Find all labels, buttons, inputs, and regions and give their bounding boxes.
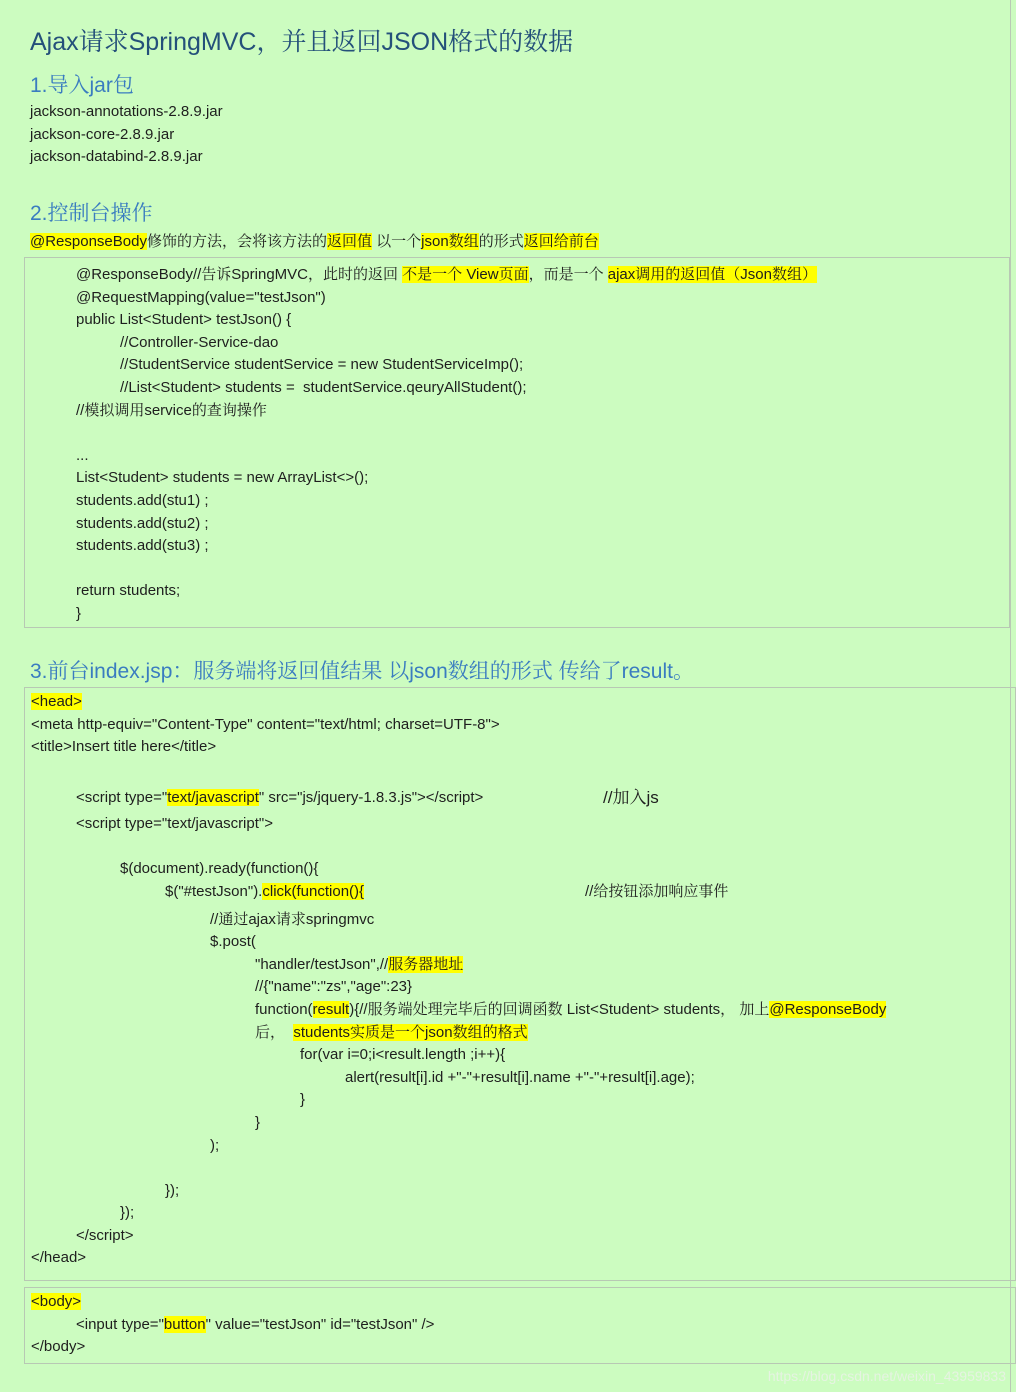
text-segment: 修饰的方法，会将该方法的 (146, 233, 327, 250)
code-line (25, 1225, 1015, 1248)
code-text: </body> (31, 1338, 86, 1356)
code-text: </head> (31, 1249, 87, 1267)
code-text: //通过ajax请求springmvc (210, 910, 375, 928)
jar-item: jackson-core-2.8.9.jar (30, 125, 175, 143)
code-text: " value="testJson" id="testJson" /> (205, 1315, 435, 1333)
code-line (25, 513, 1009, 536)
code-line (25, 714, 1015, 737)
code-text: } (255, 1113, 261, 1131)
jar-list (30, 101, 223, 169)
code-text: }); (165, 1181, 180, 1199)
code-text: 后， (255, 1023, 294, 1041)
text-segment: 以一个 (372, 233, 422, 250)
code-text: students.add(stu1) ; (76, 491, 209, 509)
jsp-body-code-block (24, 1287, 1016, 1364)
highlighted-code: result (312, 1000, 350, 1018)
code-line (25, 377, 1009, 400)
code-text: <title>Insert title here</title> (31, 738, 217, 756)
code-line (25, 1336, 1015, 1359)
code-line (25, 354, 1009, 377)
code-line (25, 1044, 1015, 1067)
code-line (25, 881, 1015, 909)
code-text: <meta http-equiv="Content-Type" content="text/html; charset=UTF-8"> (31, 715, 500, 733)
code-line (25, 1135, 1015, 1158)
jar-item: jackson-annotations-2.8.9.jar (30, 103, 223, 120)
highlighted-text: @ResponseBody (30, 233, 147, 250)
code-line (25, 445, 1009, 468)
code-text: </script> (76, 1226, 134, 1244)
page-title: Ajax请求SpringMVC，并且返回JSON格式的数据 (30, 28, 574, 56)
code-line (25, 858, 1015, 881)
code-text: //模拟调用service的查询操作 (76, 401, 267, 419)
code-text: ，而是一个 (528, 266, 608, 283)
code-text: students.add(stu2) ; (76, 514, 209, 532)
code-line (25, 1180, 1015, 1203)
code-line (25, 400, 1009, 423)
blank-line (25, 835, 1015, 858)
highlighted-text: 返回值 (326, 233, 372, 250)
code-text: <script type=" (76, 788, 168, 806)
code-line (25, 1022, 1015, 1045)
code-line (25, 1089, 1015, 1112)
watermark: https://blog.csdn.net/weixin_43959833 (767, 1368, 1006, 1384)
code-text: <input type=" (76, 1315, 164, 1333)
code-text: " src="js/jquery-1.8.3.js"></script> (258, 788, 484, 806)
code-line (25, 787, 1015, 813)
blank-line (25, 422, 1009, 445)
jsp-head-code-block (24, 687, 1016, 1281)
highlighted-code: <head> (31, 693, 82, 710)
code-line (25, 603, 1009, 626)
code-text: function( (255, 1000, 313, 1018)
code-comment: //给按钮添加响应事件 (585, 882, 729, 900)
code-text: public List<Student> testJson() { (76, 311, 292, 329)
code-text: return students; (76, 582, 181, 600)
code-line (25, 1112, 1015, 1135)
highlighted-code: 不是一个 View页面 (402, 266, 529, 283)
code-line (25, 1247, 1015, 1270)
code-line (25, 264, 1009, 287)
blank-line (25, 759, 1015, 787)
code-line (25, 1202, 1015, 1225)
code-text: //StudentService studentService = new StudentServiceImp(); (120, 356, 524, 374)
section-2-intro (30, 231, 599, 254)
code-text: $(document).ready(function(){ (120, 859, 319, 877)
code-line (25, 332, 1009, 355)
highlighted-text: json数组 (421, 233, 479, 250)
code-text: @RequestMapping(value="testJson") (76, 288, 326, 306)
code-text: } (300, 1091, 306, 1109)
highlighted-code: click(function(){ (262, 882, 365, 900)
code-text: <script type="text/javascript"> (76, 814, 273, 832)
code-text: List<Student> students = new ArrayList<>(); (76, 469, 369, 487)
code-text: for(var i=0;i<result.length ;i++){ (300, 1046, 506, 1064)
code-text: ); (210, 1136, 220, 1154)
section-3-heading: 3.前台index.jsp：服务端将返回值结果 以json数组的形式 传给了result。 (30, 660, 694, 683)
highlighted-code: ajax调用的返回值（Json数组） (607, 266, 817, 283)
code-text: @ResponseBody//告诉SpringMVC，此时的返回 (76, 266, 403, 283)
highlighted-code: <body> (31, 1293, 82, 1310)
code-line (25, 909, 1015, 932)
code-text: students.add(stu3) ; (76, 537, 209, 555)
highlighted-text: 返回给前台 (523, 233, 599, 250)
code-text: $.post( (210, 933, 256, 951)
code-text: }); (120, 1204, 135, 1222)
blank-line (25, 1157, 1015, 1180)
code-text: ... (76, 446, 89, 464)
code-text: //List<Student> students = studentService.qeuryAllStudent(); (120, 378, 527, 396)
code-line (25, 999, 1015, 1022)
code-text: $("#testJson"). (165, 882, 263, 900)
code-line (25, 1067, 1015, 1090)
blank-line (25, 558, 1009, 581)
controller-code-block (24, 257, 1010, 628)
code-text: //{"name":"zs","age":23} (255, 978, 413, 996)
code-text: alert(result[i].id +"-"+result[i].name +"-"+result[i].age); (345, 1068, 695, 1086)
code-line (25, 490, 1009, 513)
code-text: } (76, 604, 82, 622)
code-line (25, 309, 1009, 332)
highlighted-code: button (163, 1315, 206, 1333)
code-line (25, 1314, 1015, 1337)
code-text: //Controller-Service-dao (120, 333, 279, 351)
code-line (25, 287, 1009, 310)
highlighted-code: 服务器地址 (388, 955, 464, 973)
code-line (25, 467, 1009, 490)
highlighted-code: @ResponseBody (769, 1000, 887, 1018)
code-line (25, 535, 1009, 558)
code-line (25, 813, 1015, 836)
code-text: "handler/testJson",// (255, 955, 389, 973)
code-line (25, 736, 1015, 759)
code-line (25, 954, 1015, 977)
text-segment: 的形式 (478, 233, 524, 250)
highlighted-code: text/javascript (167, 788, 259, 806)
code-line (25, 580, 1009, 603)
code-line (25, 691, 1015, 714)
section-1-heading: 1.导入jar包 (30, 74, 134, 97)
code-line (25, 1291, 1015, 1314)
code-comment: //加入js (603, 787, 659, 807)
code-text: ){//服务端处理完毕后的回调函数 List<Student> students， 加上 (349, 1000, 770, 1018)
code-line (25, 931, 1015, 954)
highlighted-code: students实质是一个json数组的格式 (293, 1023, 528, 1041)
jar-item: jackson-databind-2.8.9.jar (30, 148, 203, 165)
code-line (25, 976, 1015, 999)
section-2-heading: 2.控制台操作 (30, 202, 153, 225)
